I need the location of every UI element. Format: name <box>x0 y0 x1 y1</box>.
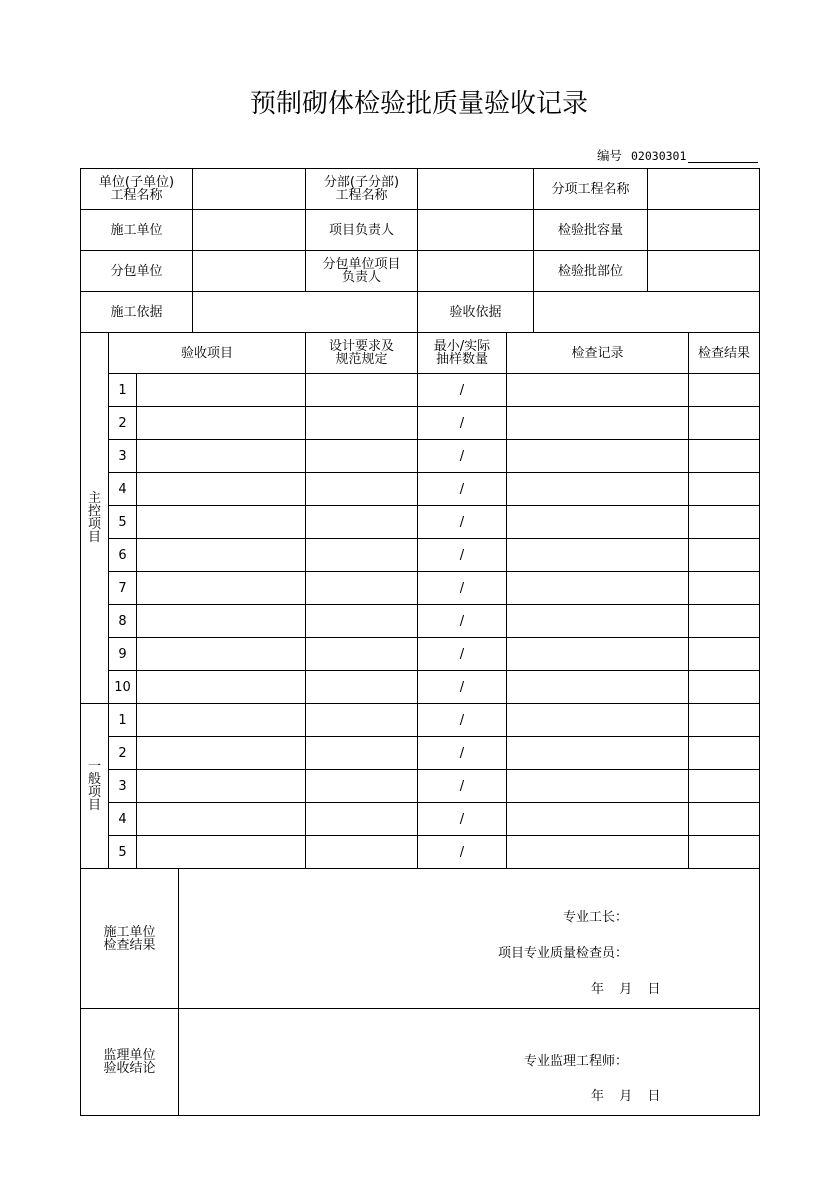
main-control-row <box>108 538 760 572</box>
main-control-row <box>108 571 760 605</box>
column-header-check-record: 检查记录 <box>506 332 689 374</box>
main-control-row-item <box>136 472 306 506</box>
batch-capacity-label: 检验批容量 <box>533 209 648 251</box>
main-control-row-check-record <box>506 670 689 704</box>
unit-project-name-value <box>192 168 306 210</box>
main-control-row-item <box>136 538 306 572</box>
supervisor-acceptance-content <box>178 1008 760 1116</box>
main-control-row-sample-count: / <box>417 637 507 671</box>
general-item-row-check-record <box>506 769 689 803</box>
general-item-row-design-requirement <box>305 835 418 869</box>
main-control-row-number: 4 <box>108 472 137 506</box>
main-control-row-number: 2 <box>108 406 137 440</box>
main-control-row-number: 5 <box>108 505 137 539</box>
project-manager-value <box>417 209 534 251</box>
acceptance-basis-label: 验收依据 <box>417 291 534 333</box>
general-item-row-check-record <box>506 802 689 836</box>
general-item-row-check-result <box>688 835 760 869</box>
general-item-row-design-requirement <box>305 736 418 770</box>
project-manager-label: 项目负责人 <box>305 209 418 251</box>
general-item-row-check-result <box>688 703 760 737</box>
main-control-row-number: 9 <box>108 637 137 671</box>
main-control-row-check-result <box>688 472 760 506</box>
main-control-row-check-result <box>688 604 760 638</box>
general-item-row-sample-count: / <box>417 802 507 836</box>
main-control-row <box>108 439 760 473</box>
column-header-design-requirement: 设计要求及 规范规定 <box>305 332 418 374</box>
main-control-row-number: 1 <box>108 373 137 407</box>
contractor-check-date: 年 月 日 <box>591 982 661 997</box>
acceptance-basis-value <box>533 291 760 333</box>
main-control-row-check-result <box>688 538 760 572</box>
main-control-row-sample-count: / <box>417 439 507 473</box>
main-control-row <box>108 505 760 539</box>
subcontractor-manager-value <box>417 250 534 292</box>
main-control-row-item <box>136 571 306 605</box>
general-item-row <box>108 736 760 770</box>
general-item-row-item <box>136 703 306 737</box>
general-item-row-check-result <box>688 802 760 836</box>
main-control-row <box>108 604 760 638</box>
general-item-row-number: 3 <box>108 769 137 803</box>
column-header-sample-count: 最小/实际 抽样数量 <box>417 332 507 374</box>
general-item-row-item <box>136 736 306 770</box>
main-control-row <box>108 406 760 440</box>
main-control-row-sample-count: / <box>417 571 507 605</box>
page-title: 预制砌体检验批质量验收记录 <box>249 89 588 119</box>
general-item-row-design-requirement <box>305 802 418 836</box>
batch-capacity-value <box>647 209 760 251</box>
main-control-row-sample-count: / <box>417 406 507 440</box>
main-control-row-design-requirement <box>305 406 418 440</box>
general-item-row-sample-count: / <box>417 835 507 869</box>
main-control-row-number: 6 <box>108 538 137 572</box>
general-item-row-item <box>136 802 306 836</box>
main-control-row-item <box>136 670 306 704</box>
main-control-row-sample-count: / <box>417 373 507 407</box>
main-control-row-sample-count: / <box>417 472 507 506</box>
main-control-row-check-record <box>506 439 689 473</box>
main-control-row-check-record <box>506 472 689 506</box>
division-project-name-label: 分部(子分部) 工程名称 <box>305 168 418 210</box>
main-control-row-design-requirement <box>305 472 418 506</box>
main-control-row-sample-count: / <box>417 604 507 638</box>
general-item-row-check-record <box>506 835 689 869</box>
main-control-row <box>108 373 760 407</box>
general-item-row <box>108 835 760 869</box>
subitem-project-name-value <box>647 168 760 210</box>
general-item-row-number: 4 <box>108 802 137 836</box>
general-item-row-check-record <box>506 736 689 770</box>
main-control-row-check-result <box>688 406 760 440</box>
construction-basis-value <box>192 291 418 333</box>
main-control-row-number: 10 <box>108 670 137 704</box>
main-control-row-check-result <box>688 637 760 671</box>
general-item-row-check-record <box>506 703 689 737</box>
general-item-row-sample-count: / <box>417 769 507 803</box>
serial-number-value: 02030301 <box>631 149 687 163</box>
general-item-row <box>108 703 760 737</box>
main-control-label-text: 主控项目 <box>88 491 102 545</box>
main-control-row-check-record <box>506 406 689 440</box>
subcontractor-value <box>192 250 306 292</box>
general-item-row <box>108 802 760 836</box>
main-control-row-check-record <box>506 538 689 572</box>
main-control-row-check-result <box>688 439 760 473</box>
batch-location-value <box>647 250 760 292</box>
main-control-row-check-record <box>506 637 689 671</box>
main-control-row-sample-count: / <box>417 670 507 704</box>
batch-location-label: 检验批部位 <box>533 250 648 292</box>
main-control-row-number: 7 <box>108 571 137 605</box>
construction-basis-label: 施工依据 <box>80 291 193 333</box>
main-control-row-design-requirement <box>305 571 418 605</box>
subcontractor-label: 分包单位 <box>80 250 193 292</box>
general-item-row-item <box>136 769 306 803</box>
main-control-row-design-requirement <box>305 637 418 671</box>
supervisor-acceptance-date: 年 月 日 <box>591 1089 661 1104</box>
main-control-row-item <box>136 439 306 473</box>
foreman-signature-label: 专业工长： <box>562 910 628 925</box>
general-item-row-item <box>136 835 306 869</box>
main-control-row-design-requirement <box>305 538 418 572</box>
division-project-name-value <box>417 168 534 210</box>
contractor-check-label: 施工单位 检查结果 <box>80 868 179 1009</box>
general-item-row-design-requirement <box>305 769 418 803</box>
main-control-row-sample-count: / <box>417 538 507 572</box>
general-item-row-check-result <box>688 769 760 803</box>
serial-number-label: 编号 <box>597 148 623 163</box>
main-control-row <box>108 472 760 506</box>
column-header-check-result: 检查结果 <box>688 332 760 374</box>
main-control-row-sample-count: / <box>417 505 507 539</box>
contractor-value <box>192 209 306 251</box>
main-control-row-design-requirement <box>305 670 418 704</box>
main-control-row-item <box>136 637 306 671</box>
general-items-section-label <box>80 703 109 869</box>
unit-project-name-label: 单位(子单位) 工程名称 <box>80 168 193 210</box>
main-control-row-check-record <box>506 373 689 407</box>
general-item-row-number: 2 <box>108 736 137 770</box>
serial-number-underline <box>688 162 758 163</box>
subitem-project-name-label: 分项工程名称 <box>533 168 648 210</box>
main-control-row-design-requirement <box>305 604 418 638</box>
main-control-row-number: 3 <box>108 439 137 473</box>
general-item-row-sample-count: / <box>417 736 507 770</box>
main-control-row-item <box>136 604 306 638</box>
subcontractor-manager-label: 分包单位项目 负责人 <box>305 250 418 292</box>
main-control-row-check-result <box>688 373 760 407</box>
general-item-row <box>108 769 760 803</box>
main-control-row-number: 8 <box>108 604 137 638</box>
contractor-check-content <box>178 868 760 1009</box>
general-item-row-check-result <box>688 736 760 770</box>
quality-inspector-signature-label: 项目专业质量检查员： <box>497 946 628 961</box>
main-control-row-check-record <box>506 604 689 638</box>
general-item-row-design-requirement <box>305 703 418 737</box>
main-control-row-item <box>136 505 306 539</box>
main-control-row-design-requirement <box>305 505 418 539</box>
contractor-label: 施工单位 <box>80 209 193 251</box>
main-control-row-check-record <box>506 571 689 605</box>
supervisor-acceptance-label: 监理单位 验收结论 <box>80 1008 179 1116</box>
main-control-row-design-requirement <box>305 439 418 473</box>
main-control-row-item <box>136 406 306 440</box>
main-control-row <box>108 670 760 704</box>
general-item-row-number: 5 <box>108 835 137 869</box>
main-control-row <box>108 637 760 671</box>
column-header-item: 验收项目 <box>108 332 306 374</box>
main-control-row-check-record <box>506 505 689 539</box>
general-item-row-number: 1 <box>108 703 137 737</box>
main-control-row-check-result <box>688 505 760 539</box>
main-control-row-check-result <box>688 571 760 605</box>
main-control-section-label <box>80 332 109 704</box>
general-items-label-text: 一般项目 <box>88 759 102 813</box>
general-item-row-sample-count: / <box>417 703 507 737</box>
main-control-row-design-requirement <box>305 373 418 407</box>
supervising-engineer-signature-label: 专业监理工程师： <box>523 1054 628 1069</box>
main-control-row-item <box>136 373 306 407</box>
main-control-row-check-result <box>688 670 760 704</box>
